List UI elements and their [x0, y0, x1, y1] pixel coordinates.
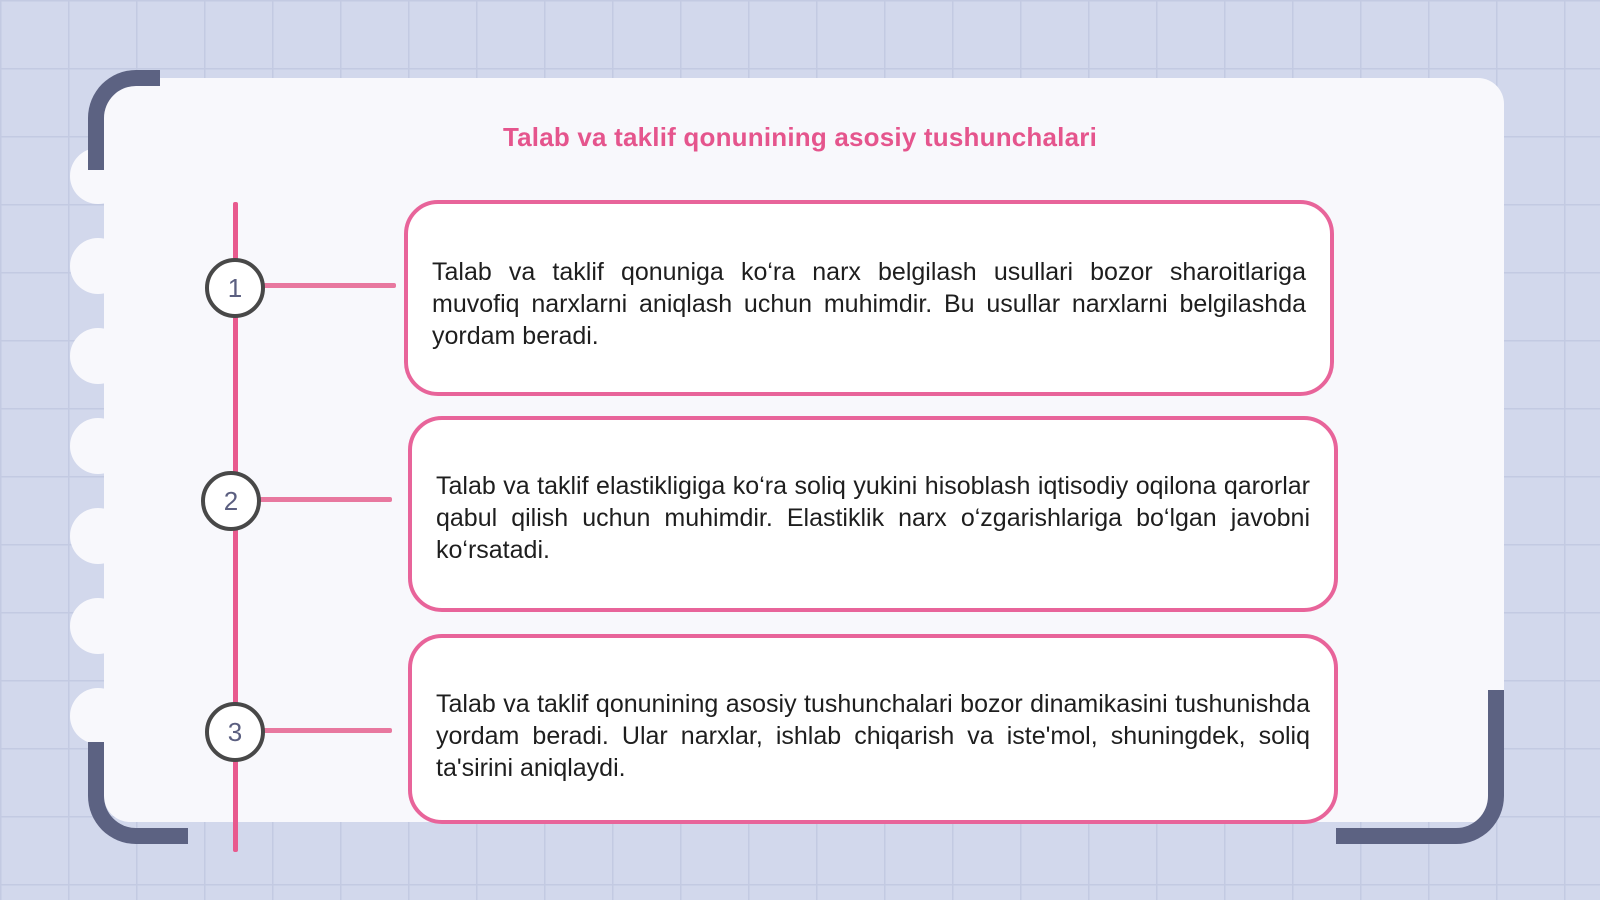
- corner-bracket-bottom-right: [1336, 690, 1504, 844]
- corner-bracket-top-left: [88, 70, 160, 170]
- timeline-connector: [262, 728, 392, 733]
- marker-number: 1: [227, 272, 243, 303]
- content-box: [408, 634, 1338, 824]
- notebook-tab: [70, 598, 126, 654]
- timeline-connector: [258, 497, 392, 502]
- notebook-tab: [70, 688, 126, 744]
- marker-number: 2: [223, 485, 239, 516]
- timeline-connector: [262, 283, 396, 288]
- marker-number: 3: [227, 716, 243, 747]
- timeline-marker: [201, 471, 261, 531]
- content-box: [404, 200, 1334, 396]
- timeline-marker: [205, 702, 265, 762]
- content-text: Talab va taklif elastikligiga ko‘ra soliq yukini hisoblash iqtisodiy oqilona qarorlar qabul qilish uchun muhimdir. Elastiklik narx o‘zgarishlariga bo‘lgan javobni ko‘rsatadi.: [436, 472, 1310, 564]
- corner-bracket-bottom-left: [88, 742, 188, 844]
- content-text: Talab va taklif qonuniga ko‘ra narx belgilash usullari bozor sharoitlariga muvofiq narxlarni aniqlash uchun muhimdir. Bu usullar narxlarni belgilashda yordam beradi.: [432, 258, 1306, 350]
- notebook-tab: [70, 508, 126, 564]
- notebook-tab: [70, 418, 126, 474]
- slide-title: Talab va taklif qonunining asosiy tushunchalari: [502, 122, 1098, 152]
- timeline-marker: [205, 258, 265, 318]
- notebook-tab: [70, 238, 126, 294]
- content-box: [408, 416, 1338, 612]
- content-text: Talab va taklif qonunining asosiy tushunchalari bozor dinamikasini tushunishda yordam beradi. Ular narxlar, ishlab chiqarish va iste'mol, shuningdek, soliq ta'sirini aniqlaydi.: [436, 690, 1310, 782]
- notebook-tab: [70, 328, 126, 384]
